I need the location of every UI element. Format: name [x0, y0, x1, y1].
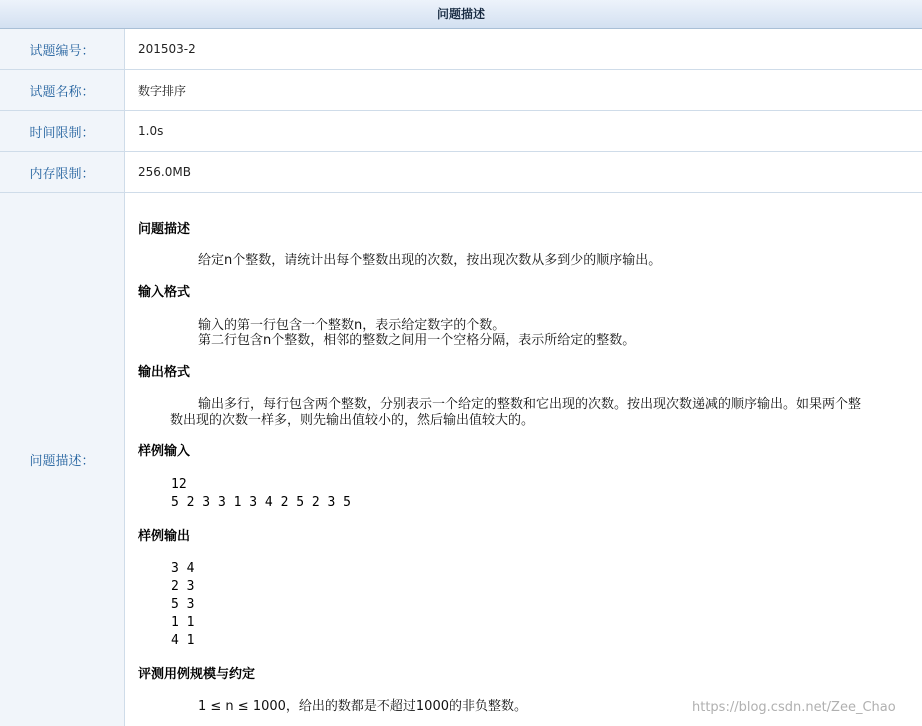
sample-input-line1: 12 [171, 477, 187, 492]
section-title-constraints: 评测用例规模与约定 [138, 667, 256, 682]
sample-output-line2: 2 3 [171, 579, 195, 594]
output-text-line1: 输出多行，每行包含两个整数，分别表示一个给定的整数和它出现的次数。按出现次数递减的顺序输出。如果两个整 [198, 397, 862, 412]
field-value-id: 201503-2 [138, 42, 196, 56]
sample-output-line1: 3 4 [171, 561, 195, 576]
sample-output-line4: 1 1 [171, 615, 195, 630]
section-title-input: 输入格式 [138, 285, 191, 300]
field-label-memory: 内存限制： [0, 152, 125, 192]
input-text-line1: 输入的第一行包含一个整数n，表示给定数字的个数。 [198, 318, 506, 333]
section-title-sample-output: 样例输出 [138, 529, 191, 544]
field-row-name [0, 70, 922, 111]
field-value-memory: 256.0MB [138, 165, 191, 179]
watermark: https://blog.csdn.net/Zee_Chao [692, 700, 896, 715]
problem-text: 给定n个整数，请统计出每个整数出现的次数，按出现次数从多到少的顺序输出。 [198, 253, 662, 268]
field-label-id: 试题编号： [0, 29, 125, 69]
field-row-id [0, 29, 922, 70]
description-content [138, 196, 914, 726]
sample-output-line3: 5 3 [171, 597, 195, 612]
section-title-output: 输出格式 [138, 365, 191, 380]
field-value-name: 数字排序 [138, 83, 187, 98]
section-title-sample-input: 样例输入 [138, 444, 191, 459]
field-label-description: 问题描述： [0, 193, 125, 726]
sample-output-line5: 4 1 [171, 633, 195, 648]
field-row-memory [0, 152, 922, 193]
input-text-line2: 第二行包含n个整数，相邻的整数之间用一个空格分隔，表示所给定的整数。 [198, 333, 636, 348]
output-text-line2: 数出现的次数一样多，则先输出值较小的，然后输出值较大的。 [170, 413, 535, 428]
field-label-name: 试题名称： [0, 70, 125, 110]
section-title-problem: 问题描述 [138, 222, 191, 237]
field-row-time [0, 111, 922, 152]
field-label-time: 时间限制： [0, 111, 125, 151]
constraints-text: 1 ≤ n ≤ 1000，给出的数都是不超过1000的非负整数。 [198, 699, 527, 714]
field-value-time: 1.0s [138, 124, 164, 138]
panel-header: 问题描述 [0, 0, 922, 29]
sample-input-line2: 5 2 3 3 1 3 4 2 5 2 3 5 [171, 495, 352, 510]
